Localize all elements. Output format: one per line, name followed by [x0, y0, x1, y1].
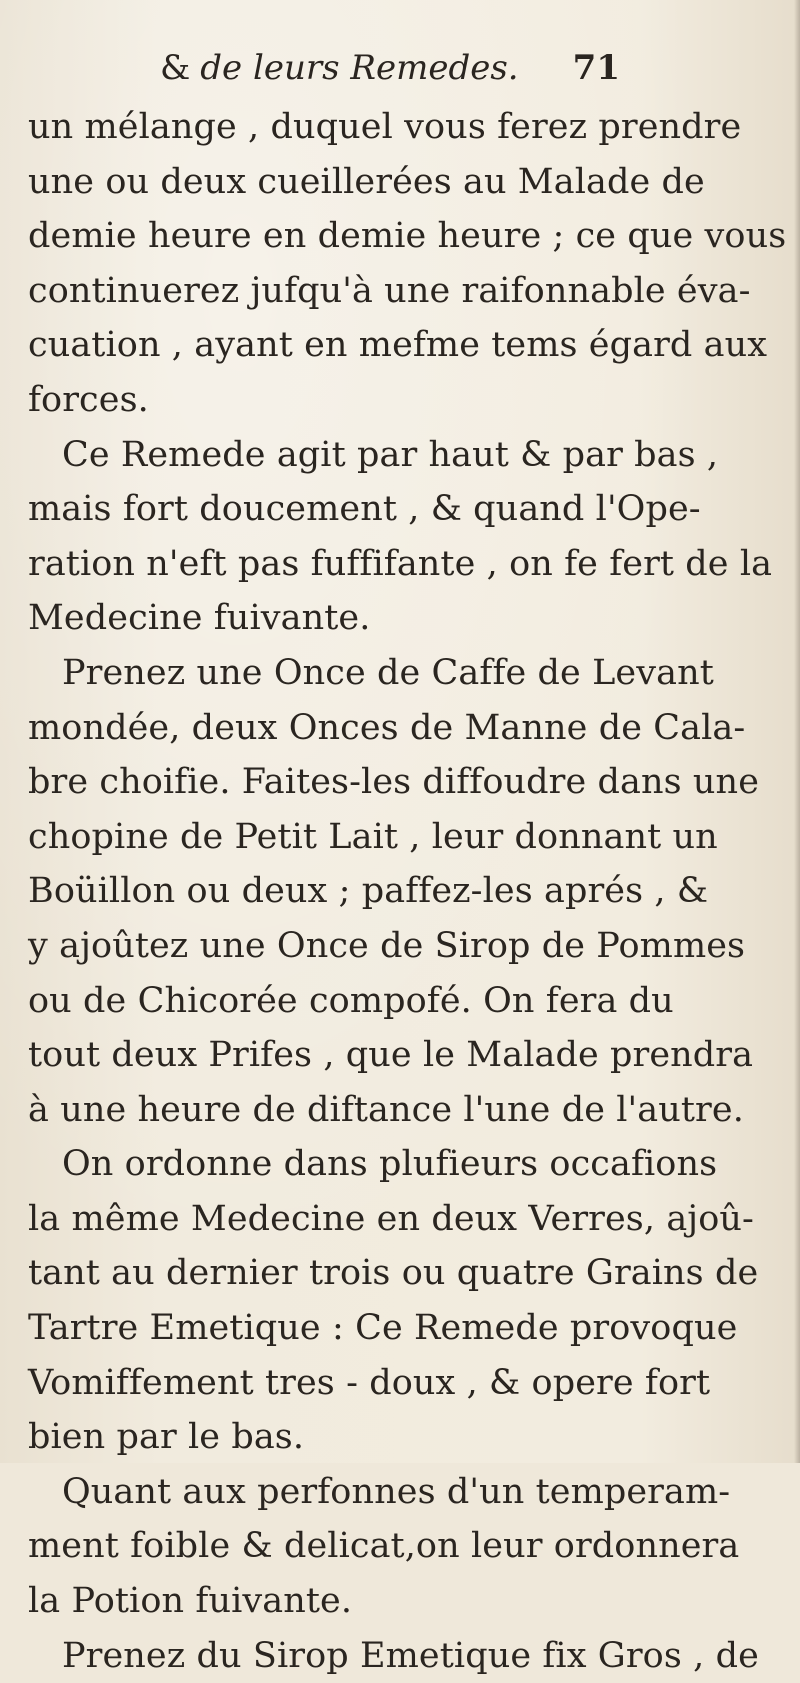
text-line: mondée, deux Onces de Manne de Cala-	[28, 707, 746, 748]
ampersand-ornament: &	[160, 48, 191, 88]
text-line: mais fort doucement , & quand l'Ope-	[28, 489, 701, 530]
text-line: un mélange , duquel vous ferez prendre	[28, 107, 742, 147]
page-number: 71	[572, 48, 620, 88]
text-line: à une heure de diftance l'une de l'autre.	[28, 1089, 744, 1130]
text-line: une ou deux cueillerées au Malade de	[28, 161, 705, 202]
text-line: y ajoûtez une Once de Sirop de Pommes	[28, 925, 746, 966]
text-line: chopine de Petit Lait , leur donnant un	[28, 816, 718, 857]
text-line: Quant aux perfonnes d'un temperam-	[62, 1471, 731, 1512]
running-title: de leurs Remedes.	[200, 48, 519, 88]
text-line: ment foible & delicat,on leur ordonnera	[28, 1526, 740, 1567]
text-line: Boüillon ou deux ; paffez-les aprés , &	[28, 871, 709, 912]
text-line: Prenez du Sirop Emetique fix Gros , de	[62, 1635, 759, 1676]
text-line: demie heure en demie heure ; ce que vous	[28, 216, 787, 257]
text-line: Ce Remede agit par haut & par bas ,	[62, 434, 719, 475]
page-edge-shadow	[794, 0, 800, 1463]
text-line: tant au dernier trois ou quatre Grains de	[28, 1253, 759, 1294]
text-line: On ordonne dans plufieurs occafions	[62, 1144, 718, 1185]
text-line: la même Medecine en deux Verres, ajoû-	[28, 1198, 754, 1239]
text-line: la Potion fuivante.	[28, 1581, 353, 1622]
text-line: Medecine fuivante.	[28, 598, 371, 639]
body-text	[28, 100, 788, 1683]
text-line: forces.	[28, 379, 149, 420]
text-line: Vomiffement tres - doux , & opere fort	[28, 1362, 711, 1403]
text-line: ou de Chicorée compofé. On fera du	[28, 980, 674, 1021]
text-line: tout deux Prifes , que le Malade prendra	[28, 1035, 754, 1076]
text-line: ration n'eft pas fuffifante , on fe fert de la	[28, 543, 773, 584]
text-line: cuation , ayant en mefme tems égard aux	[28, 325, 768, 366]
text-line: Tartre Emetique : Ce Remede provoque	[28, 1308, 738, 1349]
text-line: continuerez jufqu'à une raifonnable éva-	[28, 270, 751, 311]
text-line: bre choifie. Faites-les diffoudre dans une	[28, 762, 760, 803]
text-line: bien par le bas.	[28, 1417, 305, 1458]
running-header	[160, 48, 620, 98]
text-line: Prenez une Once de Caffe de Levant	[62, 652, 714, 693]
